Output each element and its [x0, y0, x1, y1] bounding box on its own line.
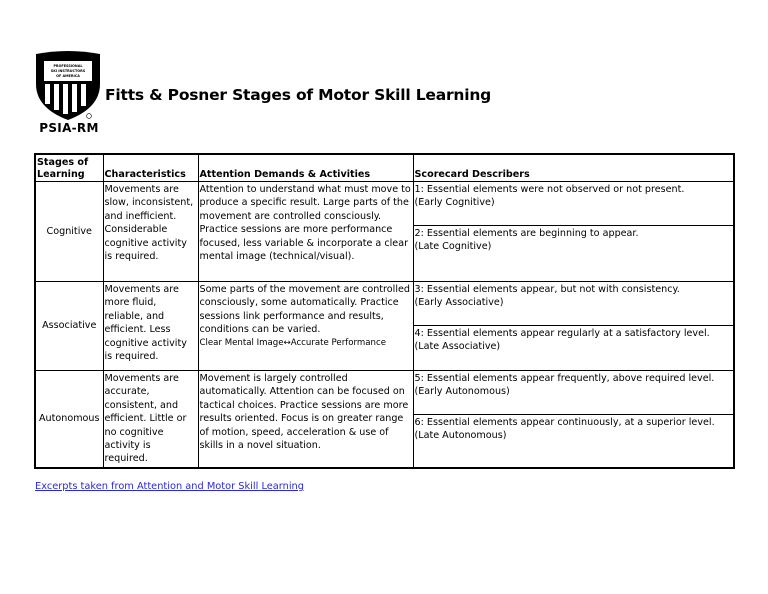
- logo-text-1: PROFESSIONAL: [53, 64, 83, 68]
- score-level: (Late Associative): [414, 341, 501, 353]
- score-desc: 5: Essential elements appear frequently, above required level.: [414, 373, 715, 384]
- attention-text: Attention to understand what must move to produce a specific result. Large parts of the movement are controlled consciously. Practice sessions are more performance focused, less variable & incorporate a clear mental image (technical/visual).: [199, 184, 411, 263]
- stage-autonomous: Autonomous: [35, 371, 103, 468]
- attention-cell: [198, 371, 413, 468]
- scorecard-cell: [413, 182, 734, 282]
- logo-org-name: PSIA-RM: [39, 121, 99, 135]
- stages-table: [34, 153, 735, 469]
- score-desc: 2: Essential elements are beginning to appear.: [414, 228, 639, 239]
- stage-associative: Associative: [35, 282, 103, 371]
- excerpts-source-link[interactable]: Excerpts taken from Attention and Motor Skill Learning: [35, 481, 304, 492]
- score-item: [414, 182, 734, 226]
- logo-text-3: OF AMERICA: [56, 74, 80, 78]
- score-level: (Early Cognitive): [414, 197, 495, 209]
- header-stages: Stages of Learning: [35, 154, 103, 182]
- characteristics-cell: Movements are more fluid, reliable, and efficient. Less cognitive activity is required.: [103, 282, 198, 371]
- score-desc: 3: Essential elements appear, but not with consistency.: [414, 284, 680, 295]
- score-level: (Late Autonomous): [414, 430, 507, 442]
- characteristics-cell: Movements are accurate, consistent, and efficient. Little or no cognitive activity is required.: [103, 371, 198, 468]
- score-item: [414, 226, 734, 274]
- score-item: [414, 415, 734, 463]
- score-level: (Early Autonomous): [414, 386, 510, 398]
- logo-text-2: SKI INSTRUCTORS: [50, 69, 86, 73]
- attention-text: Some parts of the movement are controlled consciously, some automatically. Practice sessions link performance and results, conditions can be varied.: [199, 284, 410, 336]
- attention-mental-image: Clear Mental Image↔Accurate Performance: [199, 337, 386, 348]
- score-item: [414, 326, 734, 368]
- table-row: [35, 182, 734, 282]
- table-row: [35, 371, 734, 468]
- scorecard-cell: [413, 282, 734, 371]
- header-scorecard: Scorecard Describers: [413, 154, 734, 182]
- score-level: (Early Associative): [414, 297, 504, 309]
- header-characteristics: Characteristics: [103, 154, 198, 182]
- attention-cell: [198, 282, 413, 371]
- score-desc: 1: Essential elements were not observed or not present.: [414, 184, 685, 195]
- attention-text: Movement is largely controlled automatically. Attention can be focused on tactical choices. Practice sessions are more results oriented. Focus is on greater range of motion, speed, acceleration & use of skills in a novel situation.: [199, 373, 409, 452]
- stage-cognitive: Cognitive: [35, 182, 103, 282]
- score-item: [414, 371, 734, 415]
- attention-cell: [198, 182, 413, 282]
- score-desc: 6: Essential elements appear continuously, at a superior level.: [414, 417, 715, 428]
- header-attention: Attention Demands & Activities: [198, 154, 413, 182]
- page-title: Fitts & Posner Stages of Motor Skill Learning: [105, 86, 492, 104]
- scorecard-cell: [413, 371, 734, 468]
- score-item: [414, 282, 734, 326]
- table-header-row: [35, 154, 734, 182]
- score-desc: 4: Essential elements appear regularly at a satisfactory level.: [414, 328, 710, 339]
- score-level: (Late Cognitive): [414, 241, 492, 253]
- characteristics-cell: Movements are slow, inconsistent, and inefficient. Considerable cognitive activity is required.: [103, 182, 198, 282]
- table-row: [35, 282, 734, 371]
